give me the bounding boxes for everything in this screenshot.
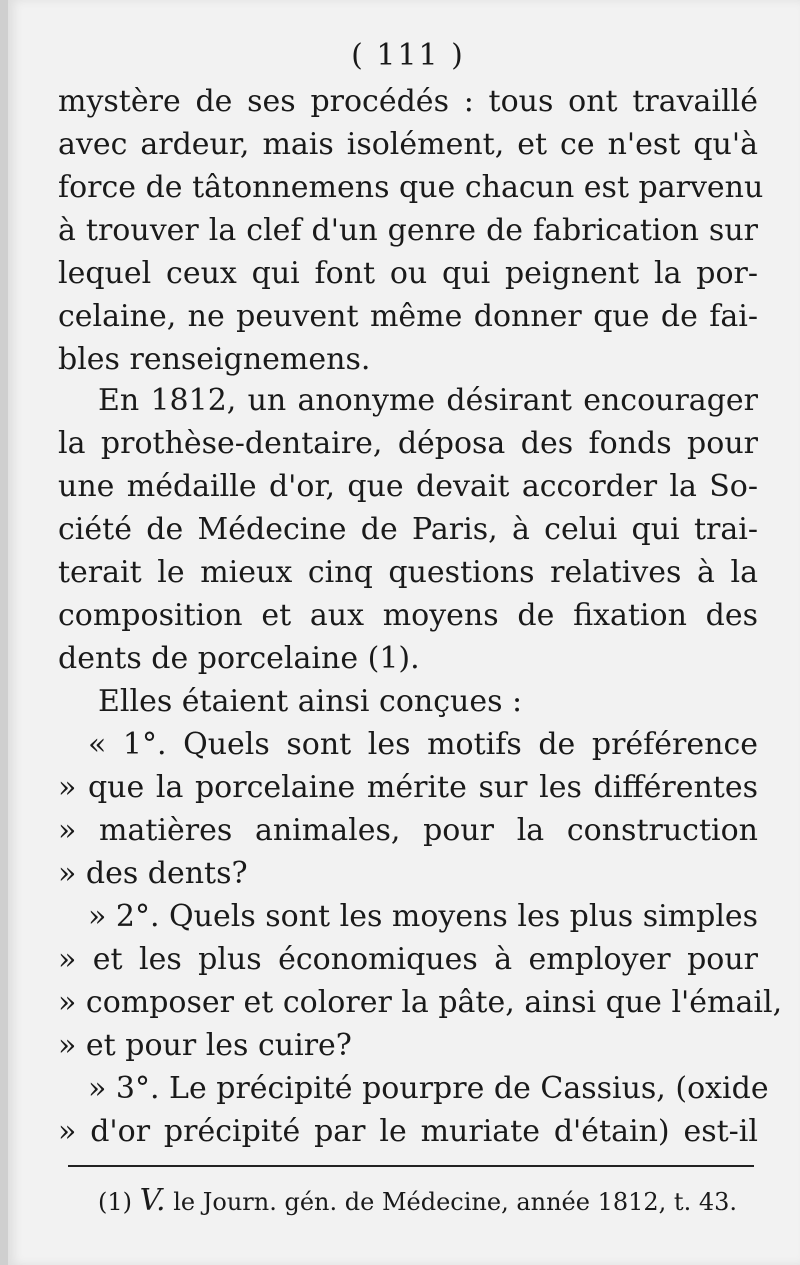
- text-line: » matières animales, pour la construction: [58, 813, 758, 848]
- text-line: force de tâtonnemens que chacun est parvenu: [58, 170, 764, 205]
- text-line: la prothèse-dentaire, déposa des fonds pour: [58, 426, 758, 461]
- footnote-rule: [68, 1165, 754, 1167]
- text-line: mystère de ses procédés : tous ont travaillé: [58, 84, 758, 119]
- text-line: Elles étaient ainsi conçues :: [98, 684, 523, 719]
- text-line: « 1°. Quels sont les motifs de préférence: [88, 727, 758, 762]
- text-line: » et pour les cuire?: [58, 1028, 352, 1063]
- footnote-v: V.: [139, 1183, 166, 1218]
- footnote-marker: (1): [98, 1188, 132, 1216]
- text-line: à trouver la clef d'un genre de fabrication sur: [58, 213, 758, 248]
- book-page: [8, 0, 800, 1265]
- text-line: » que la porcelaine mérite sur les différentes: [58, 770, 758, 805]
- text-line: une médaille d'or, que devait accorder la So-: [58, 469, 758, 504]
- text-line: » composer et colorer la pâte, ainsi que l'émail,: [58, 985, 783, 1020]
- text-line: avec ardeur, mais isolément, et ce n'est qu'à: [58, 127, 758, 162]
- text-line: composition et aux moyens de fixation des: [58, 598, 758, 633]
- text-line: » d'or précipité par le muriate d'étain) est-il: [58, 1114, 758, 1149]
- text-line: En 1812, un anonyme désirant encourager: [98, 383, 758, 418]
- text-line: bles renseignemens.: [58, 342, 371, 377]
- text-line: celaine, ne peuvent même donner que de fai-: [58, 299, 758, 334]
- text-line: » et les plus économiques à employer pour: [58, 942, 758, 977]
- text-line: » 2°. Quels sont les moyens les plus simples: [88, 899, 759, 934]
- text-line: dents de porcelaine (1).: [58, 641, 420, 676]
- text-line: ciété de Médecine de Paris, à celui qui trai-: [58, 512, 758, 547]
- text-line: terait le mieux cinq questions relatives à la: [58, 555, 758, 590]
- text-line: » des dents?: [58, 856, 248, 891]
- text-line: » 3°. Le précipité pourpre de Cassius, (oxide: [88, 1071, 769, 1106]
- footnote: [98, 1183, 758, 1218]
- page-number: ( 111 ): [351, 38, 465, 73]
- text-line: lequel ceux qui font ou qui peignent la por-: [58, 256, 758, 291]
- footnote-text: le Journ. gén. de Médecine, année 1812, t. 43.: [173, 1188, 737, 1216]
